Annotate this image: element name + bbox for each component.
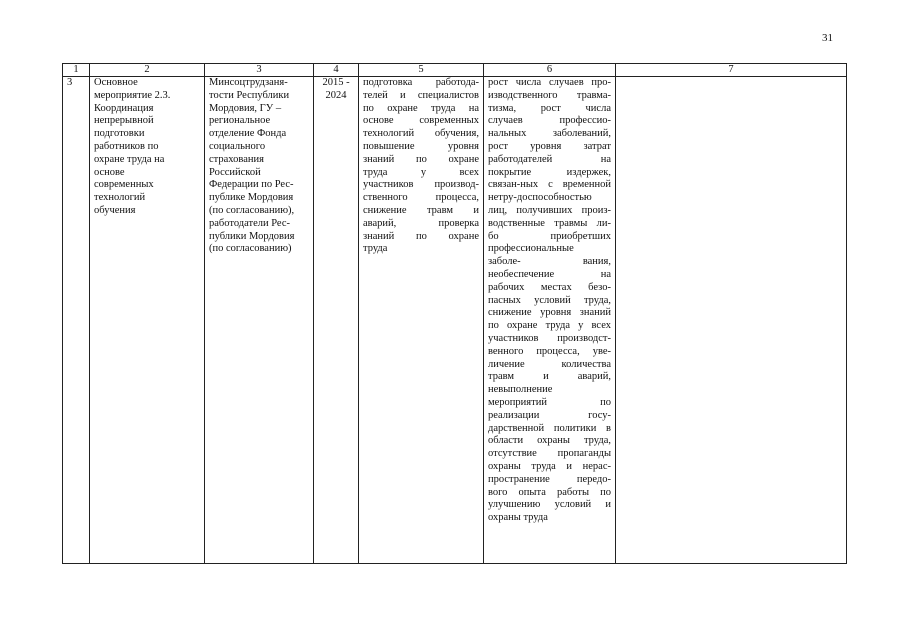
text-line: области охраны труда, (488, 435, 611, 447)
text-line: региональное (209, 115, 271, 127)
text-line: лиц, получивших произ- (488, 204, 611, 216)
text-line: снижение уровня знаний (488, 307, 611, 319)
text-line: покрытие издержек, (488, 166, 611, 178)
text-line: по охране труда у всех (488, 320, 611, 332)
text-line: Федерации по Рес- (209, 179, 294, 191)
text-line: подготовка работода- (363, 77, 479, 88)
text-line: аварий, проверка (363, 217, 479, 229)
notes-cell (616, 77, 847, 564)
text-line: социального (209, 140, 266, 152)
text-line: знаний по охране (363, 153, 479, 165)
text-line: вого опыта работы по (488, 486, 611, 498)
text-line: страхования (209, 153, 264, 165)
text-line: труда (363, 243, 388, 255)
text-line: основе современных (363, 115, 479, 127)
text-line: знаний по охране (363, 230, 479, 242)
row-number-cell: 3 (63, 77, 90, 564)
text-line: нальных заболеваний, (488, 128, 611, 140)
text-line: современных (94, 179, 154, 191)
text-line: Минсоцтрудзаня- (209, 77, 288, 88)
text-line: мероприятие 2.3. (94, 89, 171, 101)
text-line: тости Республики (209, 89, 290, 101)
text-line: охране труда на (94, 153, 165, 165)
text-line: основе (94, 166, 125, 178)
text-line: Основное (94, 77, 138, 88)
text-line: обучения (94, 204, 136, 216)
executor-cell (205, 77, 314, 564)
text-line: случаев профессио- (488, 115, 611, 127)
text-line: охраны труда и нерас- (488, 460, 611, 472)
text-line: по охране труда на (363, 102, 479, 114)
text-line: изводственного травма- (488, 89, 611, 101)
text-line: водственные травмы ли- (488, 217, 611, 229)
text-line: рост уровня затрат (488, 140, 611, 152)
text-line: работодатели Рес- (209, 217, 291, 229)
column-number-1: 1 (63, 64, 90, 77)
text-line: связан-ных с временной (488, 179, 611, 191)
text-line: телей и специалистов (363, 89, 479, 101)
result-cell (359, 77, 484, 564)
text-line: дарственной политики в (488, 422, 611, 434)
text-line: нетру-доспособностью (488, 192, 592, 204)
text-line: Координация (94, 102, 154, 114)
column-number-7: 7 (616, 64, 847, 77)
text-line: пространение передо- (488, 473, 611, 485)
text-line: технологий (94, 192, 146, 204)
text-line: работников по (94, 140, 159, 152)
text-line: отделение Фонда (209, 128, 287, 140)
column-number-2: 2 (90, 64, 205, 77)
text-line: необеспечение на (488, 268, 611, 280)
text-line: пасных условий труда, (488, 294, 611, 306)
text-line: повышение уровня (363, 140, 479, 152)
text-line: невыполнение (488, 384, 553, 396)
text-line: охраны труда (488, 512, 548, 524)
text-line: непрерывной (94, 115, 154, 127)
column-number-6: 6 (484, 64, 616, 77)
text-line: 2024 (325, 89, 347, 101)
measure-cell (90, 77, 205, 564)
table-row (63, 77, 847, 564)
column-number-row (63, 64, 847, 77)
text-line: подготовки (94, 128, 145, 140)
text-line: участников производ- (363, 179, 479, 191)
text-line: бо приобретших (488, 230, 611, 242)
text-line: заболе- вания, (488, 256, 611, 268)
text-line: отсутствие пропаганды (488, 448, 611, 460)
years-cell (314, 77, 359, 564)
column-number-4: 4 (314, 64, 359, 77)
text-line: публики Мордовия (209, 230, 295, 242)
text-line: рабочих местах безо- (488, 281, 611, 293)
text-line: Мордовия, ГУ – (209, 102, 282, 114)
text-line: (по согласованию), (209, 204, 295, 216)
column-number-3: 3 (205, 64, 314, 77)
consequences-cell (484, 77, 616, 564)
text-line: тизма, рост числа (488, 102, 611, 114)
page-number: 31 (822, 32, 833, 44)
text-line: профессиональные (488, 243, 574, 255)
text-line: улучшению условий и (488, 499, 611, 511)
text-line: Российской (209, 166, 261, 178)
text-line: 2015 - (322, 77, 350, 88)
text-line: личение количества (488, 358, 611, 370)
text-line: участников производст- (488, 332, 611, 344)
text-line: венного процесса, уве- (488, 345, 611, 357)
text-line: снижение травм и (363, 204, 479, 216)
text-line: рост числа случаев про- (488, 77, 611, 88)
text-line: (по согласованию) (209, 243, 292, 255)
text-line: реализации госу- (488, 409, 611, 421)
text-line: труда у всех (363, 166, 479, 178)
text-line: работодателей на (488, 153, 611, 165)
text-line: мероприятий по (488, 396, 611, 408)
text-line: публике Мордовия (209, 192, 294, 204)
text-line: технологий обучения, (363, 128, 479, 140)
column-number-5: 5 (359, 64, 484, 77)
text-line: травм и аварий, (488, 371, 611, 383)
text-line: ственного процесса, (363, 192, 479, 204)
program-table (62, 63, 847, 564)
